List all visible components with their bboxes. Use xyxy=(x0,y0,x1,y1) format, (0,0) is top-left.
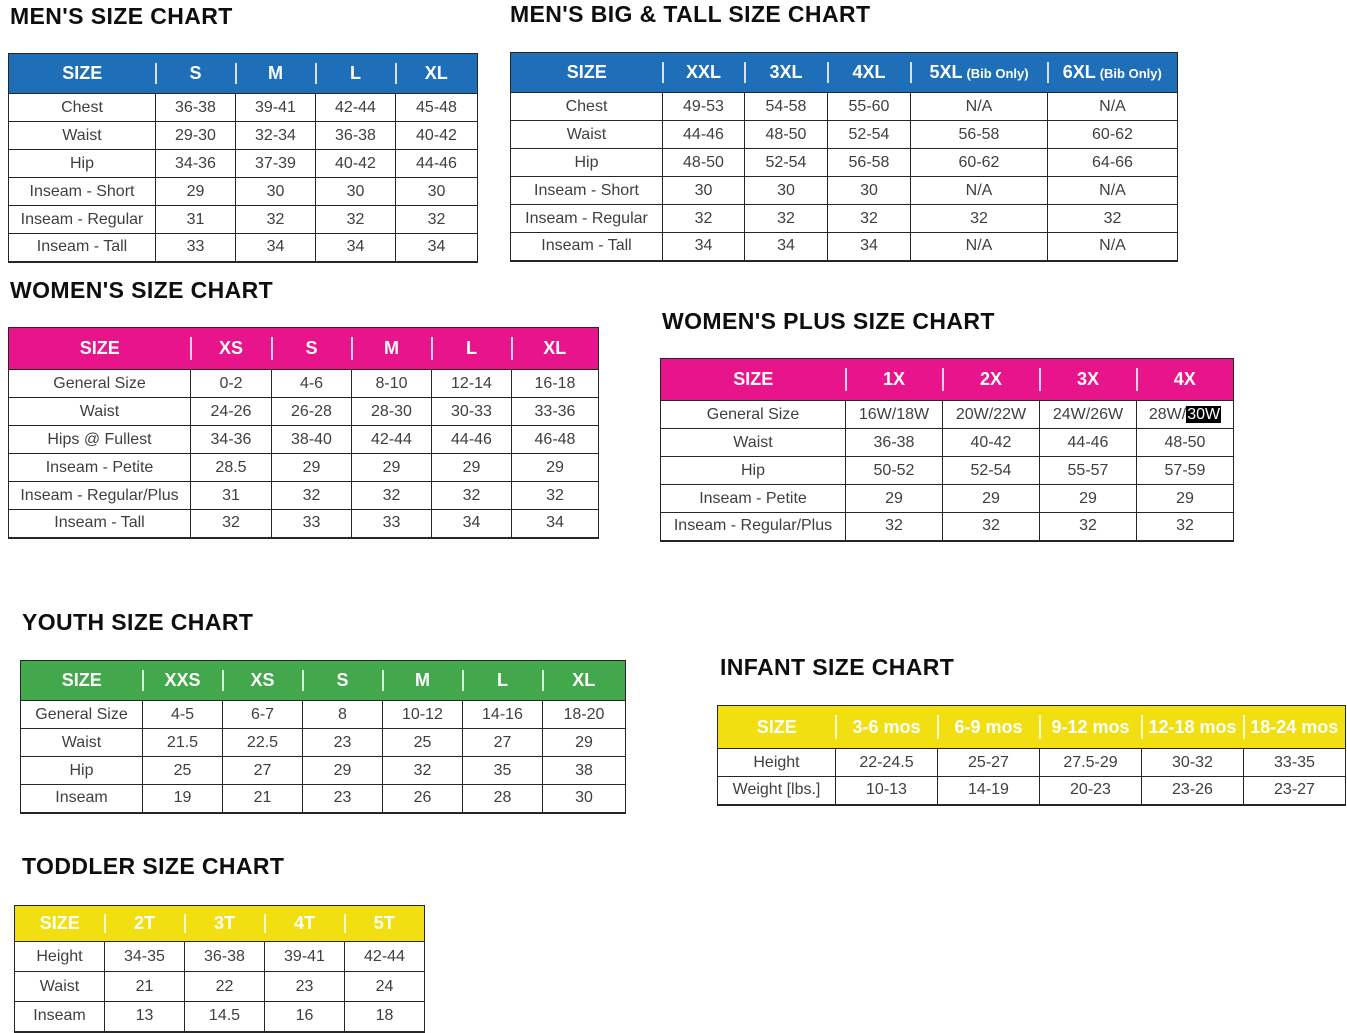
table-row xyxy=(9,206,478,234)
size-value-cell: 32 xyxy=(846,513,943,541)
table-row xyxy=(9,94,478,122)
column-header: SIZE xyxy=(718,706,836,749)
youth-size-chart-title: YOUTH SIZE CHART xyxy=(22,609,254,635)
column-header: S xyxy=(156,54,236,94)
size-value-cell: 42-44 xyxy=(316,94,396,122)
size-value-cell: 26 xyxy=(383,785,463,813)
size-value-cell: 16W/18W xyxy=(846,401,943,429)
row-label: Inseam - Short xyxy=(9,178,156,206)
size-value-cell: 32 xyxy=(236,206,316,234)
size-value-cell: 28W/30W xyxy=(1137,401,1234,429)
column-header: S xyxy=(272,328,352,370)
size-value-cell: 19 xyxy=(143,785,223,813)
size-value-cell: 4-5 xyxy=(143,701,223,729)
table-row xyxy=(9,234,478,262)
size-value-cell: 32 xyxy=(316,206,396,234)
row-label: Inseam xyxy=(21,785,143,813)
size-value-cell: 25-27 xyxy=(938,749,1040,777)
womens-plus-size-chart-section xyxy=(660,308,1234,542)
table-row xyxy=(15,972,425,1002)
size-value-cell: 29 xyxy=(512,454,599,482)
column-header: 18-24 mos xyxy=(1244,706,1346,749)
size-value-cell: 52-54 xyxy=(943,457,1040,485)
size-value-cell: N/A xyxy=(1048,177,1178,205)
size-value-cell: 39-41 xyxy=(236,94,316,122)
size-value-cell: 20W/22W xyxy=(943,401,1040,429)
table-row xyxy=(9,510,599,538)
size-value-cell: 27 xyxy=(463,729,543,757)
size-value-cell: 8-10 xyxy=(352,370,432,398)
row-label: Inseam - Petite xyxy=(9,454,191,482)
size-value-cell: 22.5 xyxy=(223,729,303,757)
row-label: Inseam - Tall xyxy=(9,510,191,538)
size-value-cell: 30 xyxy=(396,178,478,206)
table-row xyxy=(15,942,425,972)
size-value-cell: N/A xyxy=(911,177,1048,205)
column-header: 9-12 mos xyxy=(1040,706,1142,749)
row-label: Hip xyxy=(9,150,156,178)
size-value-cell: 14-16 xyxy=(463,701,543,729)
table-row xyxy=(15,1002,425,1032)
size-value-cell: 52-54 xyxy=(745,149,828,177)
size-value-cell: N/A xyxy=(911,93,1048,121)
row-label: Hip xyxy=(21,757,143,785)
size-value-cell: 32 xyxy=(663,205,745,233)
size-value-cell: 13 xyxy=(105,1002,185,1032)
size-value-cell: 44-46 xyxy=(663,121,745,149)
size-value-cell: 34 xyxy=(316,234,396,262)
size-value-cell: 32 xyxy=(1048,205,1178,233)
womens-size-chart-table xyxy=(8,327,599,539)
column-header: 3T xyxy=(185,906,265,942)
column-header: SIZE xyxy=(9,328,191,370)
mens-big-tall-size-chart-title: MEN'S BIG & TALL SIZE CHART xyxy=(510,1,871,27)
size-value-cell: 18-20 xyxy=(543,701,626,729)
size-value-cell: 30 xyxy=(316,178,396,206)
size-value-cell: 50-52 xyxy=(846,457,943,485)
size-value-cell: 34 xyxy=(745,233,828,261)
toddler-size-chart-section xyxy=(14,853,425,1033)
table-row xyxy=(9,482,599,510)
table-row xyxy=(21,785,626,813)
table-row xyxy=(21,701,626,729)
size-value-cell: 46-48 xyxy=(512,426,599,454)
size-value-cell: 37-39 xyxy=(236,150,316,178)
size-value-cell: 21 xyxy=(105,972,185,1002)
size-value-cell: 32 xyxy=(1040,513,1137,541)
size-value-cell: 34-36 xyxy=(191,426,272,454)
table-row xyxy=(9,426,599,454)
row-label: Waist xyxy=(21,729,143,757)
column-header: M xyxy=(383,661,463,701)
column-header: 5T xyxy=(345,906,425,942)
size-value-cell: 29-30 xyxy=(156,122,236,150)
table-row xyxy=(718,777,1346,805)
size-value-cell: 32 xyxy=(943,513,1040,541)
column-header: S xyxy=(303,661,383,701)
womens-size-chart-title: WOMEN'S SIZE CHART xyxy=(10,277,274,303)
row-label: Waist xyxy=(511,121,663,149)
column-header: XL xyxy=(543,661,626,701)
size-value-cell: 6-7 xyxy=(223,701,303,729)
size-value-cell: 48-50 xyxy=(663,149,745,177)
size-value-cell: 4-6 xyxy=(272,370,352,398)
table-row xyxy=(511,205,1178,233)
size-value-cell: 33-35 xyxy=(1244,749,1346,777)
size-value-cell: 32 xyxy=(512,482,599,510)
size-value-cell: 32 xyxy=(396,206,478,234)
size-value-cell: 44-46 xyxy=(1040,429,1137,457)
row-label: Inseam xyxy=(15,1002,105,1032)
column-header: SIZE xyxy=(661,359,846,401)
size-value-cell: 34-35 xyxy=(105,942,185,972)
size-value-cell: 34 xyxy=(236,234,316,262)
size-value-cell: 56-58 xyxy=(911,121,1048,149)
column-header: XS xyxy=(191,328,272,370)
size-value-cell: 55-60 xyxy=(828,93,911,121)
size-value-cell: 40-42 xyxy=(316,150,396,178)
size-value-cell: 32 xyxy=(1137,513,1234,541)
size-value-cell: 10-13 xyxy=(836,777,938,805)
size-value-cell: 32 xyxy=(352,482,432,510)
size-value-cell: 60-62 xyxy=(1048,121,1178,149)
mens-size-chart-section xyxy=(8,3,478,263)
size-value-cell: 16 xyxy=(265,1002,345,1032)
size-value-cell: 32 xyxy=(745,205,828,233)
size-value-cell: 10-12 xyxy=(383,701,463,729)
size-value-cell: 30 xyxy=(236,178,316,206)
size-value-cell: 30-32 xyxy=(1142,749,1244,777)
size-value-cell: 45-48 xyxy=(396,94,478,122)
column-header: M xyxy=(236,54,316,94)
row-label: Hips @ Fullest xyxy=(9,426,191,454)
size-value-cell: 60-62 xyxy=(911,149,1048,177)
size-value-cell: 28 xyxy=(463,785,543,813)
size-value-cell: 27.5-29 xyxy=(1040,749,1142,777)
mens-big-tall-size-chart-table xyxy=(510,52,1178,262)
table-row xyxy=(511,93,1178,121)
column-header: 3XL xyxy=(745,53,828,93)
column-header-note: (Bib Only) xyxy=(1099,66,1162,81)
size-value-cell: 32 xyxy=(828,205,911,233)
column-header: XXL xyxy=(663,53,745,93)
size-value-cell: 38 xyxy=(543,757,626,785)
size-value-cell: 20-23 xyxy=(1040,777,1142,805)
size-value-cell: 44-46 xyxy=(432,426,512,454)
toddler-size-chart-table xyxy=(14,905,425,1033)
size-value-cell: 31 xyxy=(191,482,272,510)
size-value-cell: 14.5 xyxy=(185,1002,265,1032)
size-value-cell: 31 xyxy=(156,206,236,234)
table-row xyxy=(661,457,1234,485)
row-label: Inseam - Tall xyxy=(511,233,663,261)
size-value-cell: 34 xyxy=(432,510,512,538)
size-value-cell: 29 xyxy=(352,454,432,482)
row-label: Inseam - Regular xyxy=(9,206,156,234)
column-header: XS xyxy=(223,661,303,701)
size-value-cell: 8 xyxy=(303,701,383,729)
size-value-cell: 24 xyxy=(345,972,425,1002)
row-label: Waist xyxy=(15,972,105,1002)
infant-size-chart-table xyxy=(717,705,1346,806)
youth-size-chart-section xyxy=(20,609,626,814)
size-value-cell: 32 xyxy=(432,482,512,510)
table-row xyxy=(9,454,599,482)
size-value-cell: 54-58 xyxy=(745,93,828,121)
column-header: SIZE xyxy=(9,54,156,94)
size-value-cell: 25 xyxy=(143,757,223,785)
size-value-cell: 38-40 xyxy=(272,426,352,454)
table-row xyxy=(9,178,478,206)
size-value-cell: 23 xyxy=(303,729,383,757)
size-value-cell: 32 xyxy=(191,510,272,538)
size-value-cell: 42-44 xyxy=(352,426,432,454)
size-value-cell: 23 xyxy=(303,785,383,813)
size-value-cell: 33 xyxy=(272,510,352,538)
mens-size-chart-table xyxy=(8,53,478,263)
column-header: 12-18 mos xyxy=(1142,706,1244,749)
column-header: 5XL (Bib Only) xyxy=(911,53,1048,93)
size-value-cell: 34-36 xyxy=(156,150,236,178)
highlighted-value: 30W xyxy=(1187,405,1221,423)
size-value-cell: 32 xyxy=(911,205,1048,233)
row-label: Height xyxy=(718,749,836,777)
row-label: Hip xyxy=(661,457,846,485)
table-row xyxy=(511,233,1178,261)
row-label: Inseam - Regular xyxy=(511,205,663,233)
table-row xyxy=(511,177,1178,205)
size-value-cell: 32 xyxy=(383,757,463,785)
size-value-cell: 24W/26W xyxy=(1040,401,1137,429)
infant-size-chart-title: INFANT SIZE CHART xyxy=(720,654,955,680)
mens-big-tall-size-chart-section xyxy=(510,1,1178,262)
size-value-cell: 34 xyxy=(828,233,911,261)
mens-size-chart-title: MEN'S SIZE CHART xyxy=(10,3,233,29)
row-label: Chest xyxy=(511,93,663,121)
row-label: Waist xyxy=(661,429,846,457)
table-row xyxy=(511,149,1178,177)
size-value-cell: 29 xyxy=(432,454,512,482)
size-value-cell: 57-59 xyxy=(1137,457,1234,485)
size-value-cell: 52-54 xyxy=(828,121,911,149)
size-value-cell: 12-14 xyxy=(432,370,512,398)
size-value-cell: 64-66 xyxy=(1048,149,1178,177)
size-value-cell: 21 xyxy=(223,785,303,813)
table-row xyxy=(661,429,1234,457)
size-value-cell: 22-24.5 xyxy=(836,749,938,777)
column-header: M xyxy=(352,328,432,370)
size-value-cell: 23 xyxy=(265,972,345,1002)
column-header: SIZE xyxy=(21,661,143,701)
size-value-cell: 36-38 xyxy=(185,942,265,972)
row-label: Inseam - Regular/Plus xyxy=(9,482,191,510)
size-value-cell: 39-41 xyxy=(265,942,345,972)
table-row xyxy=(9,370,599,398)
size-value-cell: 30 xyxy=(828,177,911,205)
column-header: XL xyxy=(512,328,599,370)
size-value-cell: 36-38 xyxy=(156,94,236,122)
size-value-cell: 18 xyxy=(345,1002,425,1032)
size-value-cell: 26-28 xyxy=(272,398,352,426)
size-value-cell: 48-50 xyxy=(745,121,828,149)
womens-size-chart-section xyxy=(8,277,599,539)
column-header: 6-9 mos xyxy=(938,706,1040,749)
size-value-cell: 23-27 xyxy=(1244,777,1346,805)
size-value-cell: 21.5 xyxy=(143,729,223,757)
size-value-cell: 33 xyxy=(352,510,432,538)
size-value-cell: 42-44 xyxy=(345,942,425,972)
table-row xyxy=(511,121,1178,149)
size-value-cell: 40-42 xyxy=(943,429,1040,457)
column-header-note: (Bib Only) xyxy=(966,66,1029,81)
row-label: Height xyxy=(15,942,105,972)
row-label: General Size xyxy=(661,401,846,429)
column-header: SIZE xyxy=(15,906,105,942)
table-row xyxy=(661,513,1234,541)
column-header: 2X xyxy=(943,359,1040,401)
table-row xyxy=(718,749,1346,777)
column-header: 4T xyxy=(265,906,345,942)
column-header: 1X xyxy=(846,359,943,401)
size-value-cell: 56-58 xyxy=(828,149,911,177)
size-value-cell: N/A xyxy=(1048,233,1178,261)
column-header: 3X xyxy=(1040,359,1137,401)
size-value-cell: 34 xyxy=(663,233,745,261)
size-value-cell: 55-57 xyxy=(1040,457,1137,485)
size-value-cell: 49-53 xyxy=(663,93,745,121)
size-value-cell: 29 xyxy=(303,757,383,785)
size-value-cell: 29 xyxy=(1040,485,1137,513)
toddler-size-chart-title: TODDLER SIZE CHART xyxy=(22,853,285,879)
row-label: General Size xyxy=(21,701,143,729)
size-value-cell: 33-36 xyxy=(512,398,599,426)
column-header: 4XL xyxy=(828,53,911,93)
row-label: Inseam - Regular/Plus xyxy=(661,513,846,541)
size-value-cell: 29 xyxy=(1137,485,1234,513)
row-label: Chest xyxy=(9,94,156,122)
column-header: 4X xyxy=(1137,359,1234,401)
size-value-cell: 44-46 xyxy=(396,150,478,178)
size-value-cell: N/A xyxy=(1048,93,1178,121)
size-value-cell: 29 xyxy=(943,485,1040,513)
row-label: Inseam - Tall xyxy=(9,234,156,262)
size-value-cell: 27 xyxy=(223,757,303,785)
table-row xyxy=(9,122,478,150)
size-value-cell: 30-33 xyxy=(432,398,512,426)
row-label: Waist xyxy=(9,122,156,150)
size-value-cell: 29 xyxy=(272,454,352,482)
size-value-cell: 29 xyxy=(156,178,236,206)
size-value-cell: 30 xyxy=(663,177,745,205)
size-value-cell: 25 xyxy=(383,729,463,757)
column-header: SIZE xyxy=(511,53,663,93)
size-value-cell: 16-18 xyxy=(512,370,599,398)
row-label: Inseam - Short xyxy=(511,177,663,205)
size-value-cell: 34 xyxy=(396,234,478,262)
size-value-cell: 34 xyxy=(512,510,599,538)
size-value-cell: 32 xyxy=(272,482,352,510)
table-row xyxy=(661,485,1234,513)
row-label: Inseam - Petite xyxy=(661,485,846,513)
womens-plus-size-chart-title: WOMEN'S PLUS SIZE CHART xyxy=(662,308,995,334)
size-value-cell: 35 xyxy=(463,757,543,785)
size-value-cell: 28-30 xyxy=(352,398,432,426)
youth-size-chart-table xyxy=(20,660,626,814)
table-row xyxy=(21,757,626,785)
column-header: L xyxy=(463,661,543,701)
size-value-cell: 28.5 xyxy=(191,454,272,482)
size-value-cell: 30 xyxy=(745,177,828,205)
row-label: Waist xyxy=(9,398,191,426)
column-header: L xyxy=(432,328,512,370)
womens-plus-size-chart-table xyxy=(660,358,1234,542)
column-header: 3-6 mos xyxy=(836,706,938,749)
infant-size-chart-section xyxy=(717,654,1346,806)
column-header: 6XL (Bib Only) xyxy=(1048,53,1178,93)
table-row xyxy=(661,401,1234,429)
column-header: L xyxy=(316,54,396,94)
size-value-cell: 32-34 xyxy=(236,122,316,150)
size-value-cell: 29 xyxy=(846,485,943,513)
size-value-cell: 29 xyxy=(543,729,626,757)
size-value-cell: 22 xyxy=(185,972,265,1002)
column-header: 2T xyxy=(105,906,185,942)
table-row xyxy=(9,398,599,426)
table-row xyxy=(21,729,626,757)
size-value-cell: 23-26 xyxy=(1142,777,1244,805)
row-label: Hip xyxy=(511,149,663,177)
size-value-cell: 24-26 xyxy=(191,398,272,426)
size-value-cell: 0-2 xyxy=(191,370,272,398)
row-label: Weight [lbs.] xyxy=(718,777,836,805)
column-header: XXS xyxy=(143,661,223,701)
size-value-cell: 36-38 xyxy=(846,429,943,457)
size-value-cell: 30 xyxy=(543,785,626,813)
row-label: General Size xyxy=(9,370,191,398)
size-value-cell: 36-38 xyxy=(316,122,396,150)
size-value-cell: 14-19 xyxy=(938,777,1040,805)
size-value-cell: 33 xyxy=(156,234,236,262)
size-value-cell: N/A xyxy=(911,233,1048,261)
size-value-cell: 48-50 xyxy=(1137,429,1234,457)
size-value-cell: 40-42 xyxy=(396,122,478,150)
column-header: XL xyxy=(396,54,478,94)
table-row xyxy=(9,150,478,178)
